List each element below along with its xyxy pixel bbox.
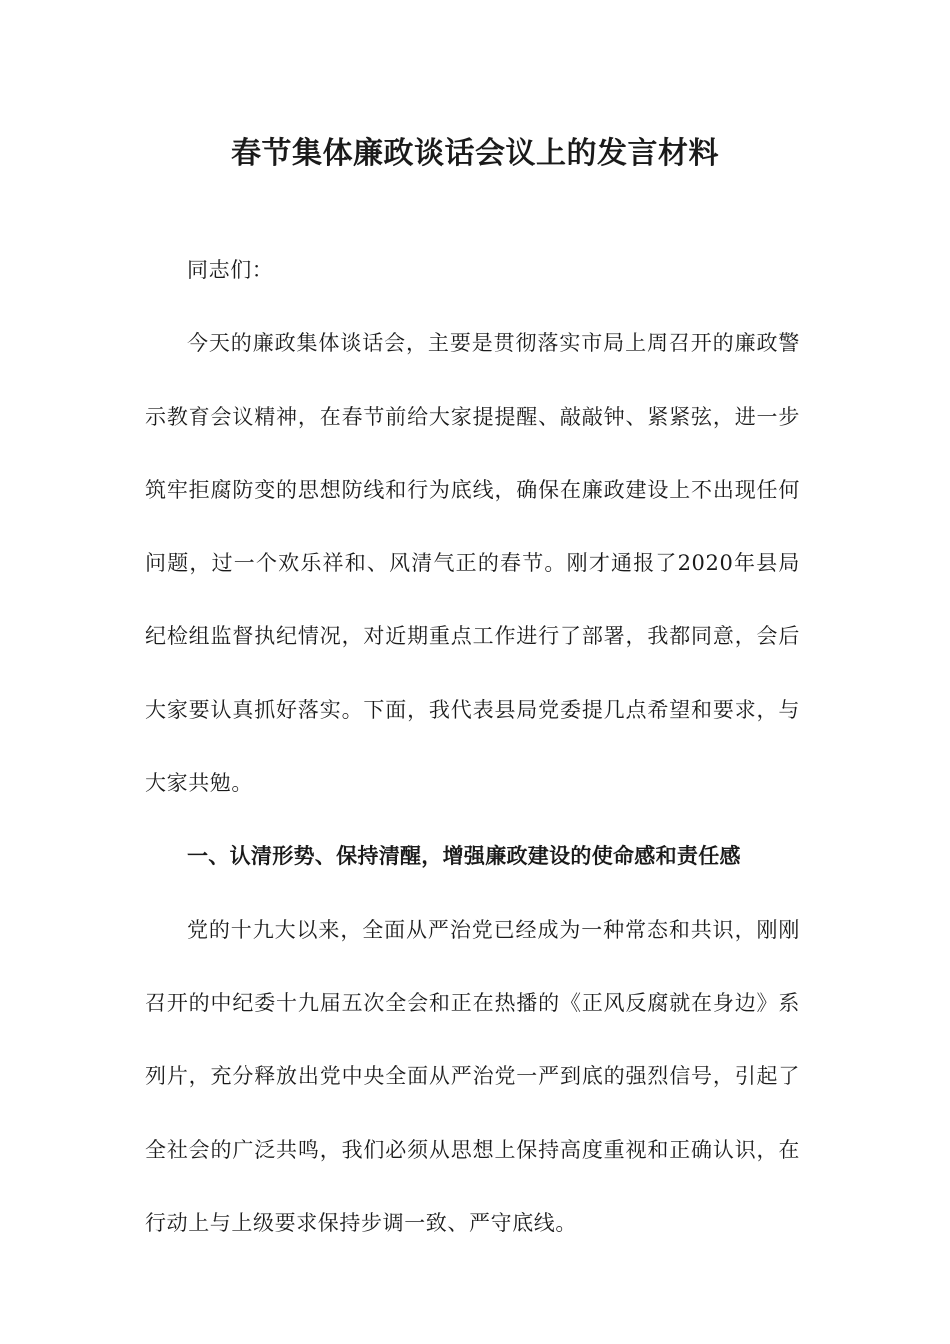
intro-paragraph: 今天的廉政集体谈话会，主要是贯彻落实市局上周召开的廉政警示教育会议精神，在春节前给大家提提醒、敲敲钟、紧紧弦，进一步筑牢拒腐防变的思想防线和行为底线，确保在廉政建设上不出现任何问题，过一个欢乐祥和、风清气正的春节。刚才通报了2020年县局纪检组监督执纪情况，对近期重点工作进行了部署，我都同意，会后大家要认真抓好落实。下面，我代表县局党委提几点希望和要求，与大家共勉。	[145, 331, 800, 796]
section-1-heading: 一、认清形势、保持清醒，增强廉政建设的使命感和责任感	[187, 844, 741, 869]
document-body	[145, 234, 800, 1260]
salutation: 同志们：	[187, 258, 274, 282]
section-1-paragraph: 党的十九大以来，全面从严治党已经成为一种常态和共识，刚刚召开的中纪委十九届五次全会和正在热播的《正风反腐就在身边》系列片，充分释放出党中央全面从严治党一严到底的强烈信号，引起了全社会的广泛共鸣，我们必须从思想上保持高度重视和正确认识，在行动上与上级要求保持步调一致、严守底线。	[145, 917, 800, 1235]
document-title: 春节集体廉政谈话会议上的发言材料	[231, 136, 719, 171]
